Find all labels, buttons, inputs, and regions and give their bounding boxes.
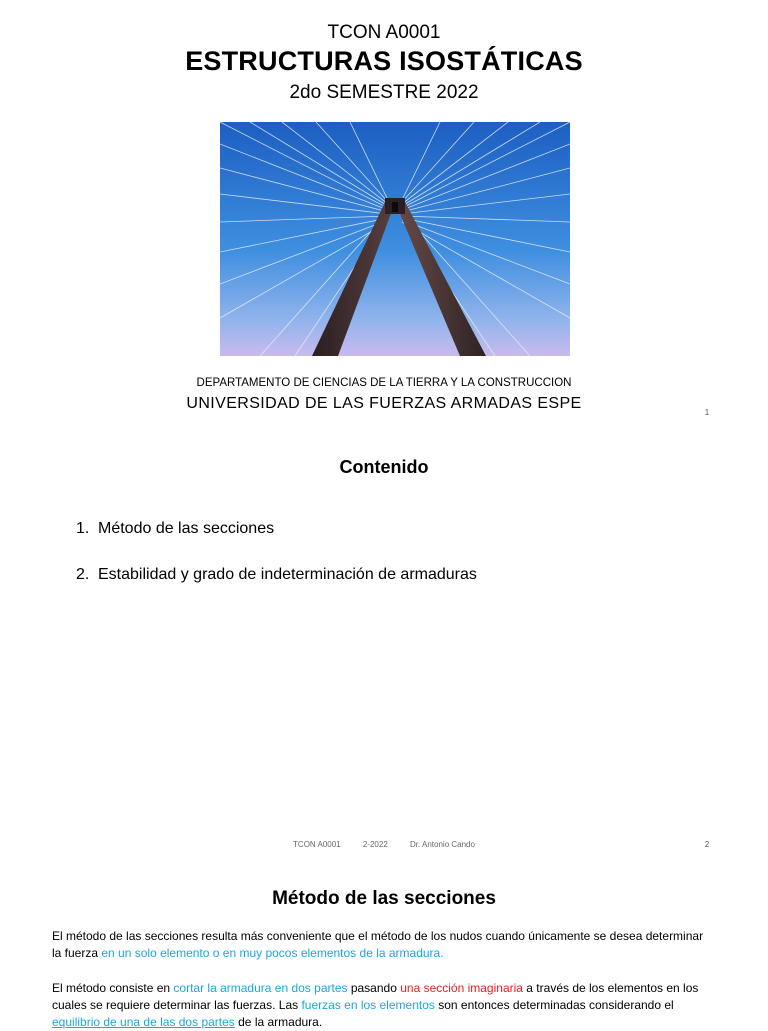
toc-item-number: 1.	[76, 520, 90, 537]
toc-item	[76, 520, 274, 538]
text-run: El método de las secciones resulta más conveniente que el método de los nudos cuando únicamente se desea determinar la fuerza	[52, 929, 704, 960]
course-title: ESTRUCTURAS ISOSTÁTICAS	[185, 46, 583, 76]
text-run: son entonces determinadas considerando el	[434, 998, 674, 1012]
toc-item-text: Estabilidad y grado de indeterminación de armaduras	[98, 566, 477, 583]
highlight-text: en un solo elemento o en muy pocos elementos de la armadura.	[101, 946, 444, 960]
toc-item-text: Método de las secciones	[98, 520, 275, 537]
paragraph	[52, 980, 712, 1031]
text-run: de la armadura.	[234, 1015, 323, 1029]
paragraph	[52, 928, 712, 962]
course-code: TCON A0001	[327, 22, 441, 43]
contents-heading: Contenido	[339, 457, 429, 477]
highlight-text: cortar la armadura en dos partes	[173, 981, 348, 995]
section-heading: Método de las secciones	[272, 888, 496, 909]
toc-item	[76, 566, 477, 584]
bridge-photo	[220, 122, 570, 356]
footer-period: 2-2022	[362, 840, 388, 849]
highlight-text-red: una sección imaginaria	[400, 981, 523, 995]
footer-course-code: TCON A0001	[293, 840, 341, 849]
footer-author: Dr. Antonio Cando	[410, 840, 475, 849]
slide-footer	[0, 840, 768, 849]
highlight-text: fuerzas en los elementos	[301, 998, 435, 1012]
text-run: a través de los elementos en los cuales se requiere determinar las fuerzas. Las	[52, 981, 699, 1012]
toc-item-number: 2.	[76, 566, 90, 583]
highlight-text-underlined: equilibrio de una de las dos partes	[52, 1015, 235, 1029]
semester-label: 2do SEMESTRE 2022	[289, 82, 479, 103]
text-run: pasando	[347, 981, 401, 995]
university-label: UNIVERSIDAD DE LAS FUERZAS ARMADAS ESPE	[186, 395, 582, 412]
page-number: 1	[704, 408, 710, 417]
page-number: 2	[704, 840, 710, 849]
text-run: El método consiste en	[52, 981, 174, 995]
department-label: DEPARTAMENTO DE CIENCIAS DE LA TIERRA Y LA CONSTRUCCION	[196, 377, 572, 389]
